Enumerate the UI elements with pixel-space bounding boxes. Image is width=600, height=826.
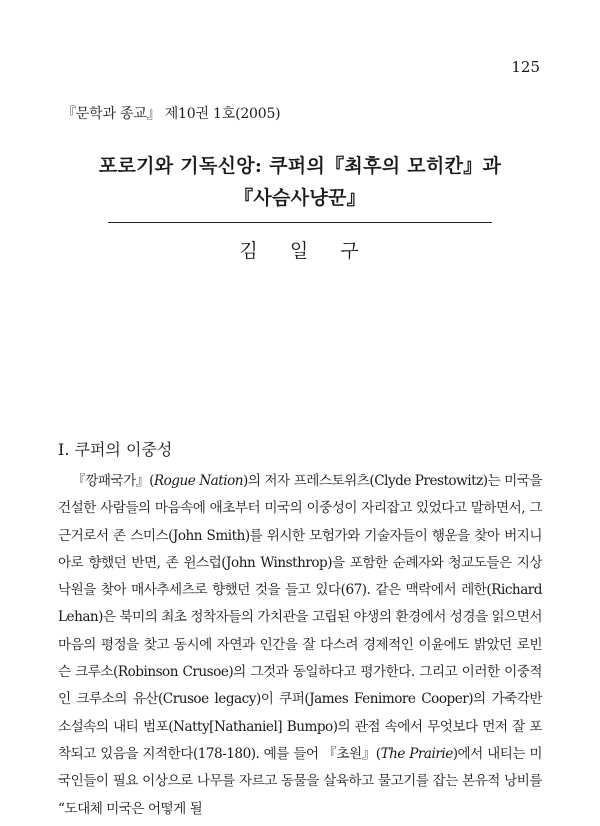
page-number: 125: [511, 58, 540, 76]
article-title: [50, 150, 550, 214]
title-divider: [108, 222, 492, 223]
text-run: )에서 내티는 미국인들이 필요 이상으로 나무를 자르고 동물을 살육하고 물고기를 잡는 본유적 낭비를 “도대체 미국은 어떻게 될: [58, 745, 542, 817]
section-heading: I. 쿠퍼의 이중성: [58, 440, 173, 459]
body-paragraph: [58, 468, 542, 823]
title-line-1: 포로기와 기독신앙: 쿠퍼의『최후의 모히칸』과: [98, 155, 502, 177]
text-run: 『깡패국가』(: [72, 473, 154, 489]
journal-reference: 『문학과 종교』 제10권 1호(2005): [62, 106, 281, 122]
italic-title-the-prairie: The Prairie: [380, 745, 453, 762]
paragraph-1: [58, 468, 542, 823]
author-name: 김 일 구: [239, 240, 361, 262]
title-line-2: 『사슴사냥꾼』: [234, 187, 366, 209]
text-run: )의 저자 프레스토위츠(Clyde Prestowitz)는 미국을 건설한 사람들의 마음속에 애초부터 미국의 이중성이 자리잡고 있었다고 말하면서, 그 근거로서 존 스미스(John Smith)를 위시한 모험가와 기술자들이 행운을 찾아 버지니아로 향했던 반면, 존 윈스럽(John Winsthrop)을 포함한 순례자와 청교도들은 지상낙원을 찾아 매사추세츠로 향했던 것을 들고 있다(67). 같은 맥락에서 레한(Richard Lehan)은 북미의 최초 정착자들의 가치관을 고립된 야생의 환경에서 성경을 읽으면서 마음의 평정을 찾고 동시에 자연과 인간을 잘 다스려 경제적인 이윤에도 밝았던 로빈슨 크루소(Robinson Crusoe)의 그것과 동일하다고 평가한다. 그리고 이러한 이중적인 크루소의 유산(Crusoe legacy)이 쿠퍼(James Fenimore Cooper)의 가죽각반 소설속의 내티 범포(Natty[Nathaniel] Bumpo)의 관점 속에서 무엇보다 먼저 잘 포착되고 있음을 지적한다(178-180). 예를 들어 『초원』(: [58, 473, 542, 762]
italic-title-rogue-nation: Rogue Nation: [153, 473, 244, 489]
